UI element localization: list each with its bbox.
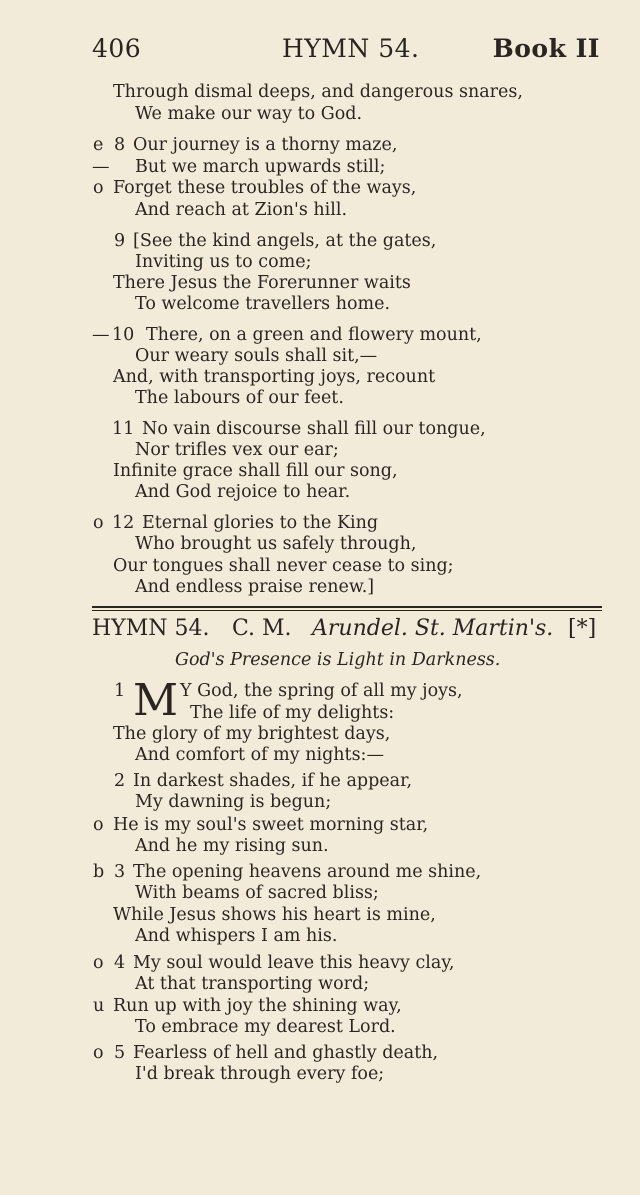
- verse-number: 4: [114, 953, 126, 973]
- verse-line: Our tongues shall never cease to sing;: [113, 556, 454, 576]
- dynamics-mark: e: [93, 135, 104, 155]
- running-head: HYMN 54.: [282, 34, 420, 63]
- dynamics-mark: —: [92, 157, 110, 177]
- verse-line: In darkest shades, if he appear,: [133, 771, 413, 791]
- verse-line: To embrace my dearest Lord.: [135, 1017, 396, 1037]
- hymn-title: [92, 616, 612, 646]
- verse-line: And whispers I am his.: [135, 926, 338, 946]
- section-divider-thin: [92, 610, 602, 611]
- verse-line: Who brought us safely through,: [135, 534, 417, 554]
- verse-line: At that transporting word;: [135, 974, 370, 994]
- verse-line: Inviting us to come;: [135, 252, 312, 272]
- verse-line: Nor trifles vex our ear;: [135, 440, 339, 460]
- verse-line: No vain discourse shall fill our tongue,: [142, 419, 486, 439]
- verse-line: The life of my delights:: [190, 703, 395, 723]
- verse-number: 10: [112, 325, 135, 345]
- verse-number: 8: [114, 135, 126, 155]
- dynamics-mark: o: [93, 1043, 104, 1063]
- page-header: [92, 34, 600, 68]
- dynamics-mark: b: [93, 862, 105, 882]
- verse-line: And he my rising sun.: [135, 836, 329, 856]
- verse-number: 2: [114, 771, 126, 791]
- verse-line: Run up with joy the shining way,: [113, 996, 402, 1016]
- drop-cap: M: [133, 675, 179, 726]
- verse-line: There Jesus the Forerunner waits: [113, 273, 411, 293]
- verse-line: To welcome travellers home.: [135, 294, 391, 314]
- verse-line: [See the kind angels, at the gates,: [133, 231, 437, 251]
- verse-line: The labours of our feet.: [135, 388, 344, 408]
- verse-line: And, with transporting joys, recount: [113, 367, 436, 387]
- verse-line: But we march upwards still;: [135, 157, 386, 177]
- dynamics-mark: o: [93, 178, 104, 198]
- verse-number: 9: [114, 231, 126, 251]
- verse-line: And endless praise renew.]: [135, 577, 375, 597]
- verse-line: Our weary souls shall sit,—: [135, 346, 378, 366]
- hymn-meter: C. M.: [232, 616, 292, 641]
- verse-line: And comfort of my nights:—: [135, 745, 384, 765]
- verse-line: Through dismal deeps, and dangerous snares,: [113, 82, 523, 102]
- verse-line: Infinite grace shall fill our song,: [113, 461, 398, 481]
- verse-line: While Jesus shows his heart is mine,: [113, 905, 436, 925]
- verse-number: 3: [114, 862, 126, 882]
- verse-line: We make our way to God.: [135, 104, 363, 124]
- hymn-tunes: Arundel. St. Martin's.: [312, 616, 554, 641]
- verse-line: Our journey is a thorny maze,: [133, 135, 398, 155]
- hymn-marker: [*]: [568, 616, 597, 641]
- verse-line: I'd break through every foe;: [135, 1064, 385, 1084]
- section-divider: [92, 606, 602, 608]
- verse-line: With beams of sacred bliss;: [135, 883, 379, 903]
- verse-line: And God rejoice to hear.: [135, 482, 351, 502]
- dynamics-mark: —: [92, 325, 110, 345]
- verse-number: 1: [114, 681, 126, 701]
- page-number: 406: [92, 34, 142, 63]
- verse-line: Eternal glories to the King: [142, 513, 379, 533]
- verse-line: My dawning is begun;: [135, 792, 332, 812]
- verse-line: And reach at Zion's hill.: [135, 200, 348, 220]
- hymn-subtitle: God's Presence is Light in Darkness.: [175, 650, 501, 670]
- dynamics-mark: o: [93, 815, 104, 835]
- dynamics-mark: o: [93, 513, 104, 533]
- verse-number: 11: [112, 419, 135, 439]
- verse-line: Y God, the spring of all my joys,: [180, 681, 463, 701]
- verse-line: The opening heavens around me shine,: [133, 862, 482, 882]
- verse-number: 5: [114, 1043, 126, 1063]
- verse-line: Fearless of hell and ghastly death,: [133, 1043, 439, 1063]
- verse-line: Forget these troubles of the ways,: [113, 178, 417, 198]
- verse-line: The glory of my brightest days,: [113, 724, 391, 744]
- verse-line: He is my soul's sweet morning star,: [113, 815, 429, 835]
- book-label: Book II: [492, 34, 600, 63]
- verse-line: My soul would leave this heavy clay,: [133, 953, 455, 973]
- verse-number: 12: [112, 513, 135, 533]
- dynamics-mark: o: [93, 953, 104, 973]
- dynamics-mark: u: [93, 996, 105, 1016]
- verse-line: There, on a green and flowery mount,: [146, 325, 482, 345]
- hymn-number: HYMN 54.: [92, 616, 210, 641]
